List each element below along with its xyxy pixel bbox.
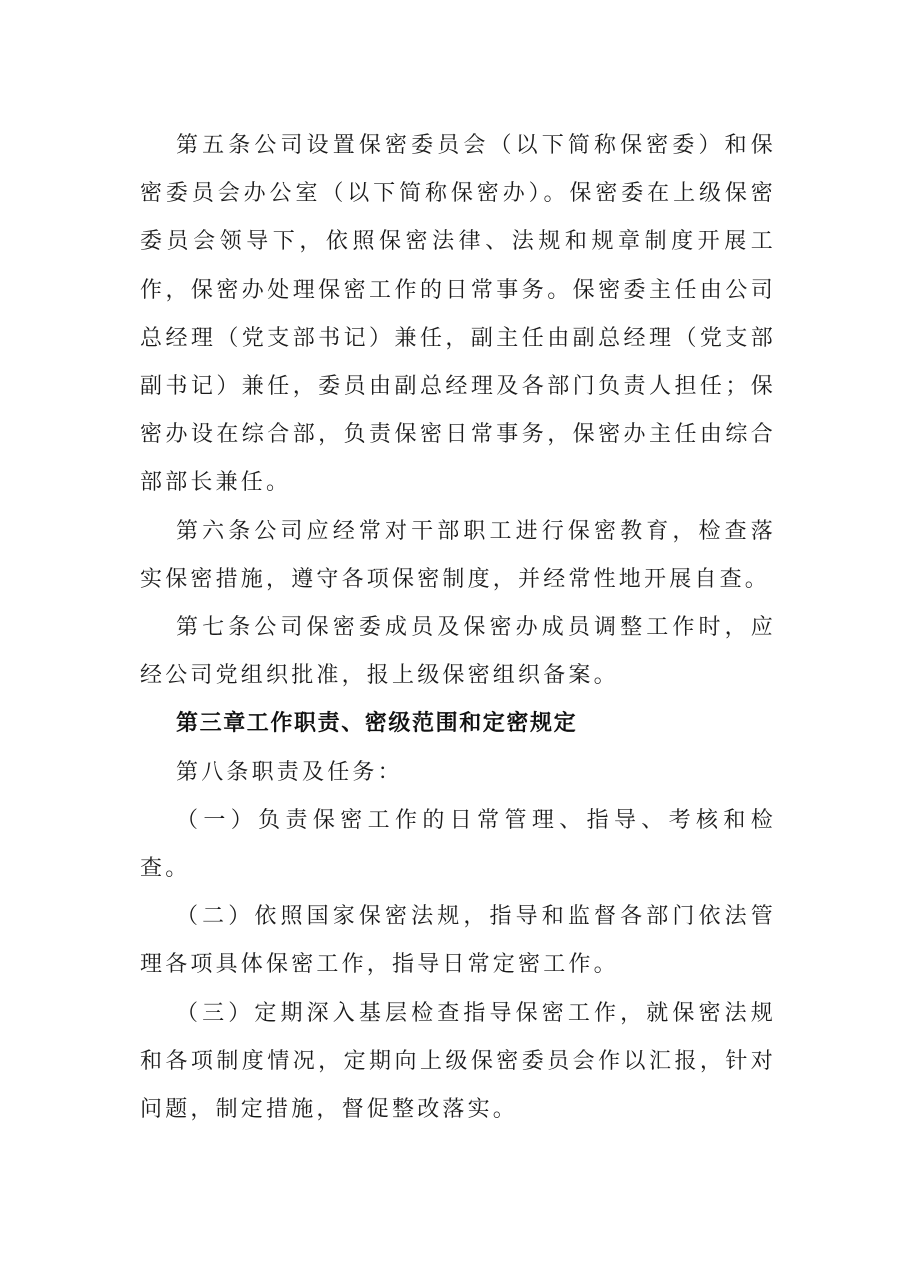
chapter-heading: 第三章工作职责、密级范围和定密规定	[176, 711, 578, 737]
article-8-item-1: （一）负责保密工作的日常管理、指导、考核和检查。	[140, 807, 776, 882]
article-8-item-2: （二）依照国家保密法规，指导和监督各部门依法管理各项具体保密工作，指导日常定密工作。	[140, 904, 776, 978]
paragraph-article-7: 第七条公司保密委成员及保密办成员调整工作时，应经公司党组织批准，报上级保密组织备案。	[140, 615, 776, 689]
article-8-item-3: （三）定期深入基层检查指导保密工作，就保密法规和各项制度情况，定期向上级保密委员会作以汇报，针对问题，制定措施，督促整改落实。	[140, 1000, 776, 1123]
article-8-title: 第八条职责及任务：	[176, 759, 403, 785]
paragraph-article-6: 第六条公司应经常对干部职工进行保密教育，检查落实保密措施，遵守各项保密制度，并经常性地开展自查。	[140, 518, 776, 592]
document-body	[140, 122, 776, 1134]
paragraph-article-5: 第五条公司设置保密委员会（以下简称保密委）和保密委员会办公室（以下简称保密办）。保密委在上级保密委员会领导下，依照保密法律、法规和规章制度开展工作，保密办处理保密工作的日常事务。保密委主任由公司总经理（党支部书记）兼任，副主任由副总经理（党支部副书记）兼任，委员由副总经理及各部门负责人担任；保密办设在综合部，负责保密日常事务，保密办主任由综合部部长兼任。	[140, 133, 776, 496]
